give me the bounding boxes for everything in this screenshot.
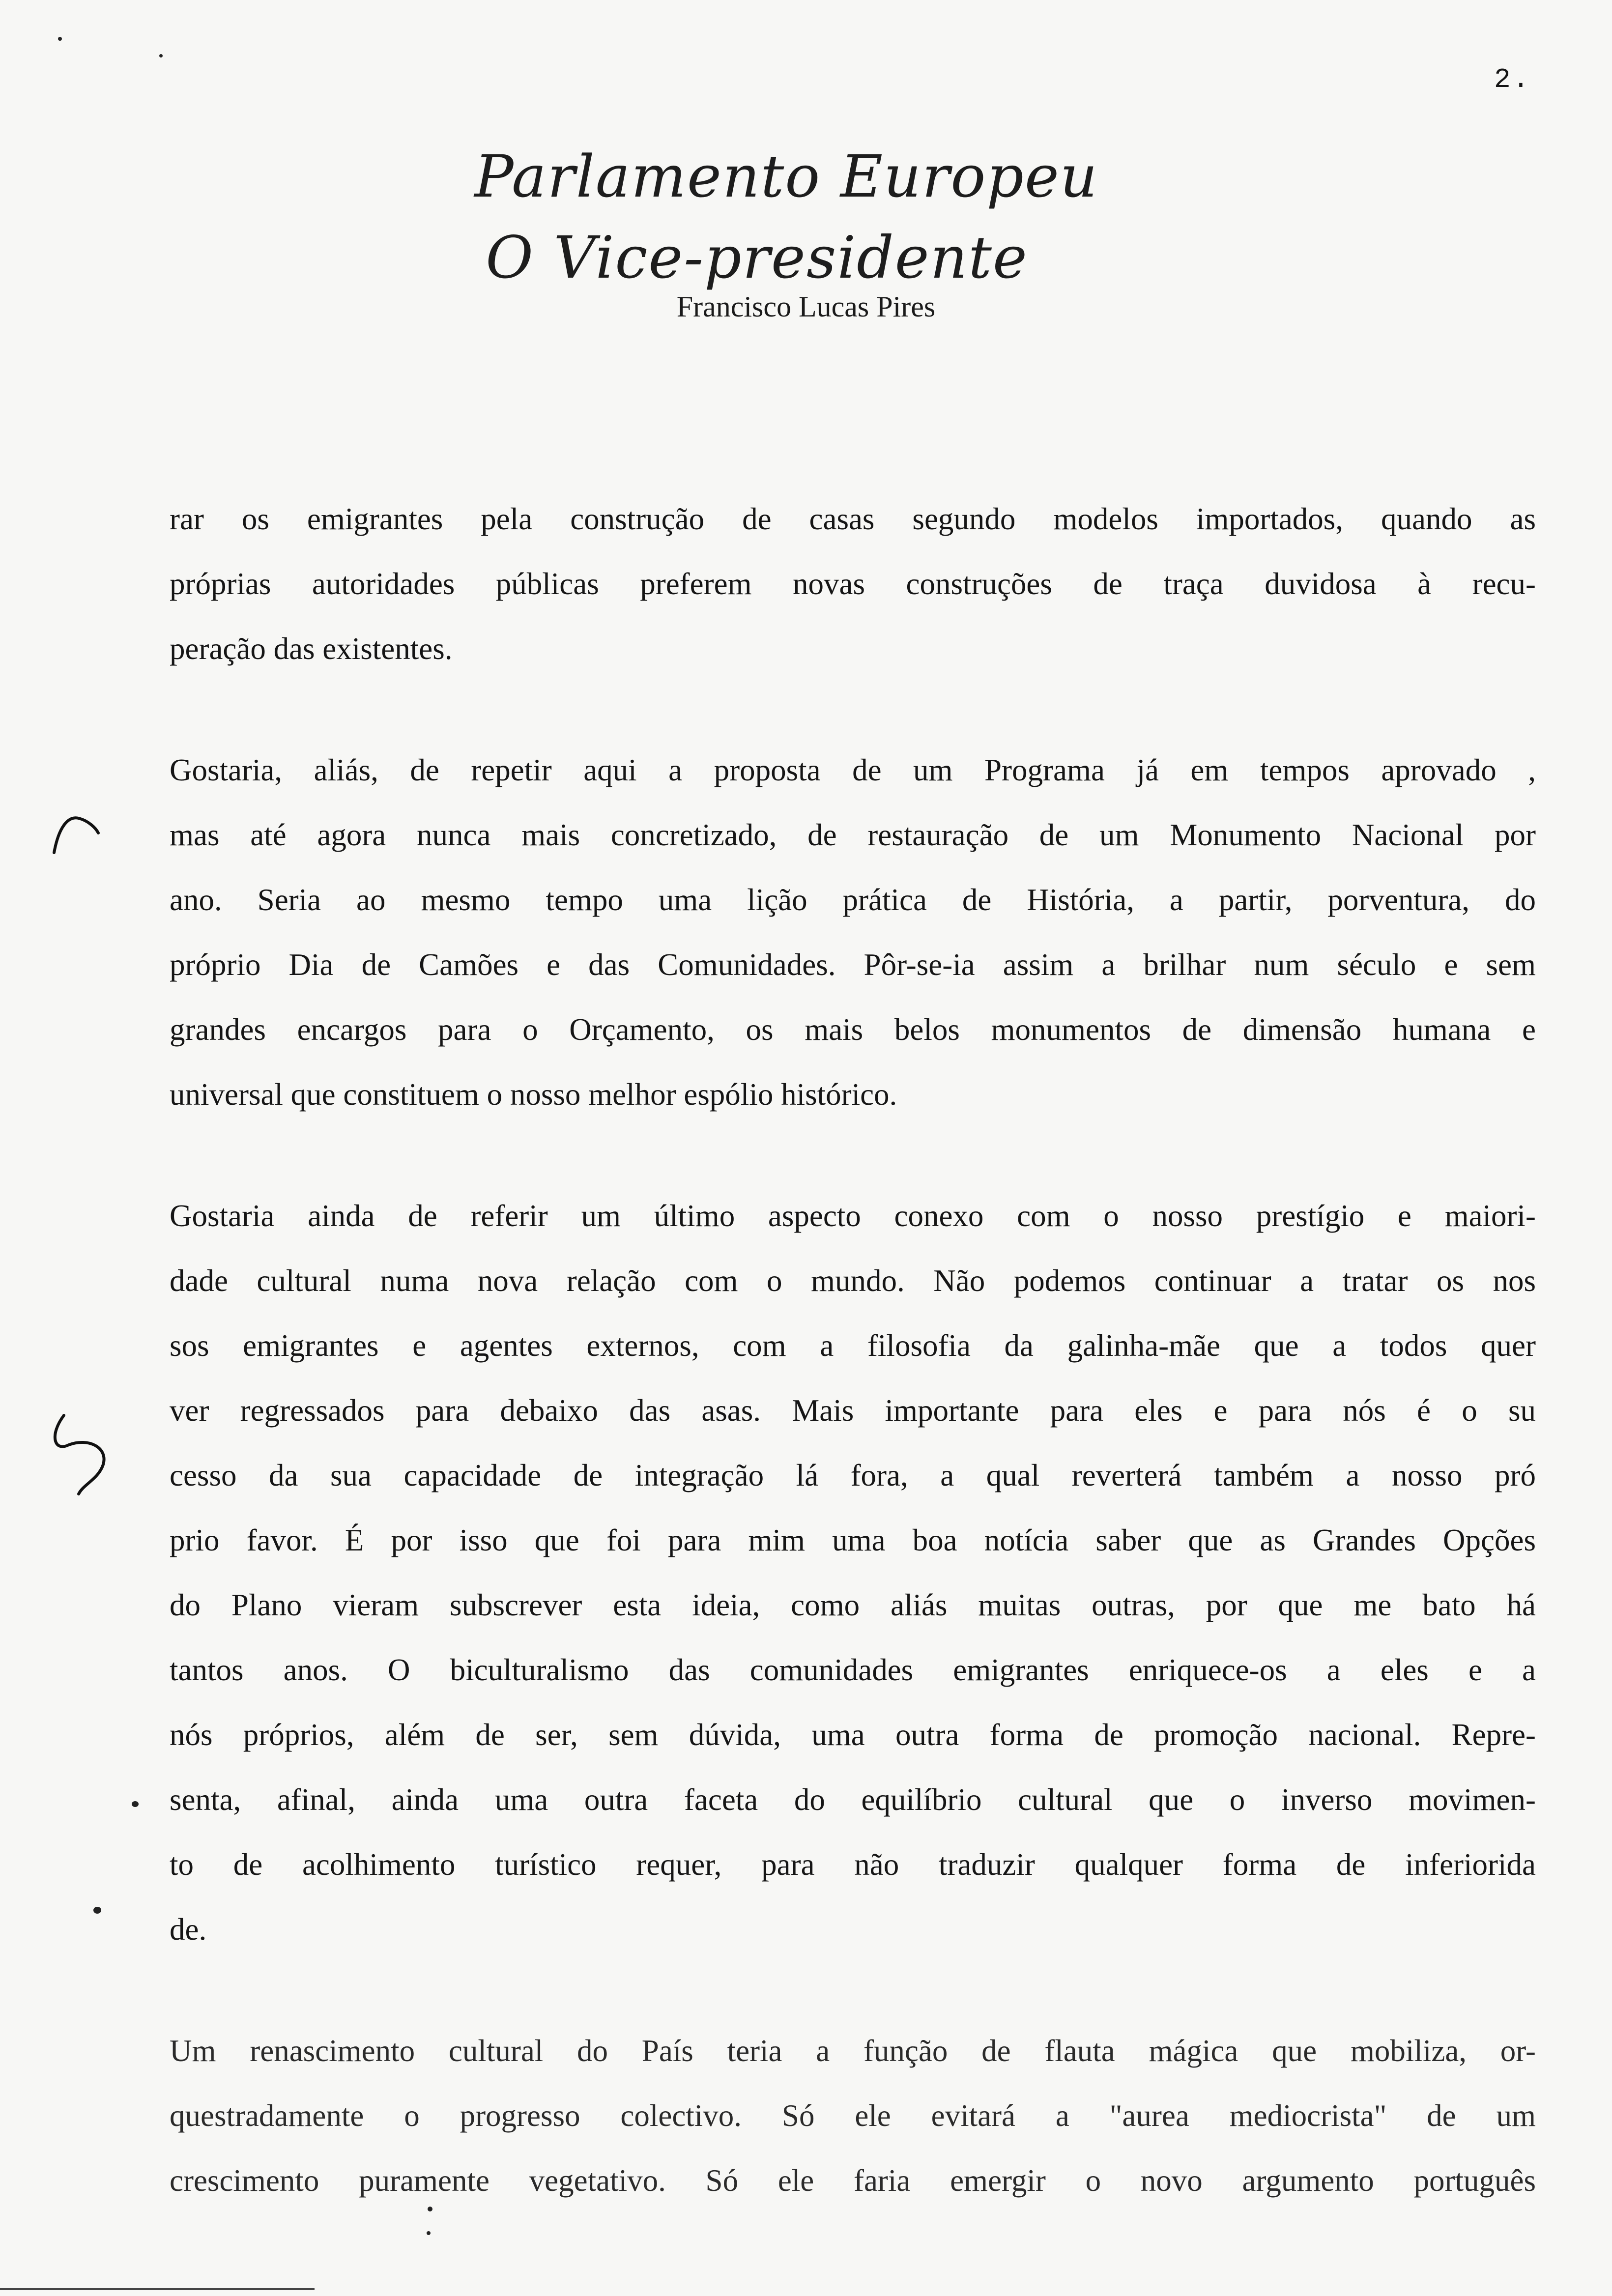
text-line: senta, afinal, ainda uma outra faceta do equilíbrio cultural que o inverso movimen- [170, 1782, 1536, 1817]
page-number: 2. [1494, 64, 1531, 95]
text-line: nós próprios, além de ser, sem dúvida, uma outra forma de promoção nacional. Repre- [170, 1718, 1536, 1752]
text-line: do Plano vieram subscrever esta ideia, como aliás muitas outras, por que me bato há [170, 1588, 1536, 1622]
scan-speck [428, 2207, 432, 2211]
text-line: crescimento puramente vegetativo. Só ele faria emergir o novo argumento português [170, 2163, 1536, 2198]
text-line: dade cultural numa nova relação com o mundo. Não podemos continuar a tratar os nos [170, 1263, 1536, 1298]
text-line: Um renascimento cultural do País teria a função de flauta mágica que mobiliza, or- [170, 2034, 1536, 2068]
paragraph-4 [170, 2018, 1536, 2213]
document-body [170, 487, 1536, 2269]
letterhead-role: O Vice-presidente [486, 224, 1028, 291]
text-line: peração das existentes. [170, 631, 453, 666]
text-line: to de acolhimento turístico requer, para não traduzir qualquer forma de inferiorida [170, 1847, 1536, 1882]
text-line: mas até agora nunca mais concretizado, de restauração de um Monumento Nacional por [170, 818, 1536, 852]
text-line: Gostaria ainda de referir um último aspecto conexo com o nosso prestígio e maiori- [170, 1199, 1536, 1233]
text-line: cesso da sua capacidade de integração lá fora, a qual reverterá também a nosso pró [170, 1458, 1536, 1492]
text-line: grandes encargos para o Orçamento, os mais belos monumentos de dimensão humana e [170, 1012, 1536, 1047]
scan-speck [159, 54, 163, 57]
text-line: de. [170, 1912, 207, 1947]
text-line: Gostaria, aliás, de repetir aqui a proposta de um Programa já em tempos aprovado , [170, 753, 1536, 787]
text-line: tantos anos. O biculturalismo das comunidades emigrantes enriquece-os a eles e a [170, 1653, 1536, 1687]
letterhead-name: Francisco Lucas Pires [676, 290, 936, 323]
letterhead-institution: Parlamento Europeu [474, 143, 1098, 210]
text-line: questradamente o progresso colectivo. Só ele evitará a "aurea mediocrista" de um [170, 2098, 1536, 2133]
text-line: ver regressados para debaixo das asas. Mais importante para eles e para nós é o su [170, 1393, 1536, 1428]
text-line: próprio Dia de Camões e das Comunidades. Pôr-se-ia assim a brilhar num século e sem [170, 947, 1536, 982]
text-line: ano. Seria ao mesmo tempo uma lição prática de História, a partir, porventura, do [170, 883, 1536, 917]
scan-edge-rule [0, 2288, 315, 2290]
scan-speck [132, 1801, 139, 1807]
text-line: sos emigrantes e agentes externos, com a filosofia da galinha-mãe que a todos quer [170, 1328, 1536, 1363]
text-line: próprias autoridades públicas preferem novas construções de traça duvidosa à recu- [170, 567, 1536, 601]
scan-speck [58, 37, 62, 41]
text-line: prio favor. É por isso que foi para mim uma boa notícia saber que as Grandes Opções [170, 1523, 1536, 1557]
text-line: universal que constituem o nosso melhor espólio histórico. [170, 1077, 897, 1112]
margin-annotation-mark [49, 806, 103, 860]
paragraph-3 [170, 1183, 1536, 1962]
paragraph-1 [170, 487, 1536, 681]
scan-speck [93, 1907, 101, 1914]
scan-speck [427, 2231, 431, 2235]
margin-annotation-mark [44, 1410, 118, 1504]
text-line: rar os emigrantes pela construção de casas segundo modelos importados, quando as [170, 502, 1536, 536]
paragraph-2 [170, 738, 1536, 1127]
